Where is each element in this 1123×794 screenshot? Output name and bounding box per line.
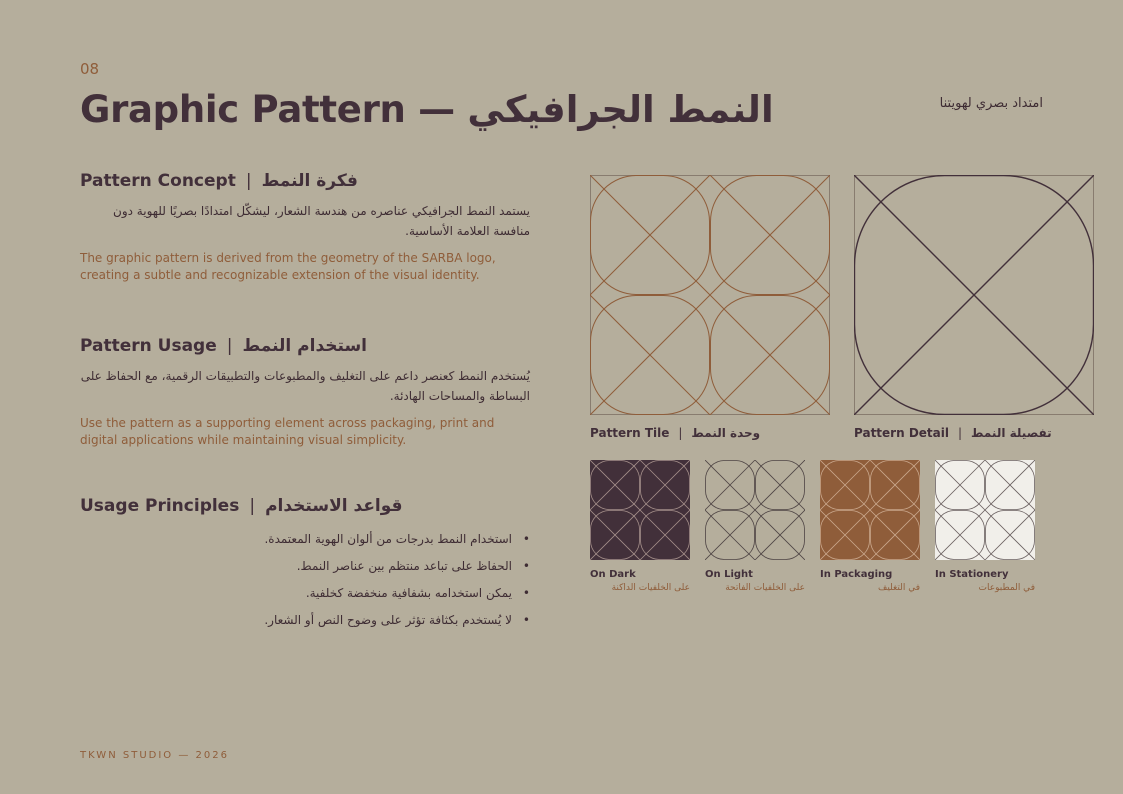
list-item: • لا يُستخدم بكثافة تؤثر على وضوح النص أو الشعار. — [80, 607, 530, 634]
page-title: Graphic Pattern — النمط الجرافيكي — [80, 88, 774, 131]
pattern-tile-graphic — [590, 175, 830, 415]
list-item: • استخدام النمط بدرجات من ألوان الهوية المعتمدة. — [80, 526, 530, 553]
tile-caption-en: Pattern Tile — [590, 426, 670, 440]
usage-title-ar: استخدام النمط — [242, 336, 368, 356]
swatch-in-stationery — [935, 460, 1035, 560]
tile-caption — [590, 426, 760, 440]
concept-heading — [80, 171, 540, 191]
detail-caption-ar: تفصيلة النمط — [971, 426, 1052, 440]
page-number: 08 — [80, 60, 100, 78]
tile-caption-ar: وحدة النمط — [691, 426, 761, 440]
tagline: امتداد بصري لهويتنا — [939, 96, 1043, 111]
pattern-detail-graphic — [854, 175, 1094, 415]
swatch-label-ar: في المطبوعات — [978, 583, 1035, 593]
swatch-label-en: On Dark — [590, 569, 636, 580]
usage-body-en: Use the pattern as a supporting element across packaging, print and digital applications while maintaining visual simplicity. — [80, 416, 495, 447]
list-item: • يمكن استخدامه بشفافية منخفضة كخلفية. — [80, 580, 530, 607]
swatch-label-ar: على الخلفيات الفاتحة — [725, 583, 805, 593]
detail-caption-en: Pattern Detail — [854, 426, 949, 440]
heading-divider: | — [245, 171, 252, 191]
usage-title-en: Pattern Usage — [80, 336, 217, 356]
concept-body-ar: يستمد النمط الجرافيكي عناصره من هندسة الشعار، ليشكّل امتدادًا بصريًا للهوية دون منافسة العلامة الأساسية. — [113, 204, 530, 238]
swatch-label-en: In Packaging — [820, 569, 893, 580]
list-item: • الحفاظ على تباعد منتظم بين عناصر النمط. — [80, 553, 530, 580]
swatch-label-ar: في التغليف — [878, 583, 920, 593]
caption-divider: | — [957, 426, 963, 440]
footer-credit: TKWN STUDIO — 2026 — [80, 750, 229, 761]
caption-divider: | — [678, 426, 683, 440]
principles-heading — [80, 496, 540, 516]
heading-divider: | — [249, 496, 256, 516]
concept-title-ar: فكرة النمط — [261, 171, 358, 191]
usage-body-ar: يُستخدم النمط كعنصر داعم على التغليف والمطبوعات والتطبيقات الرقمية، مع الحفاظ على البساطة والمساحات الهادئة. — [80, 369, 530, 403]
concept-body-en: The graphic pattern is derived from the geometry of the SARBA logo, creating a subtle and recognizable extension of the visual identity. — [80, 251, 496, 282]
swatch-label-en: On Light — [705, 569, 753, 580]
heading-divider: | — [226, 336, 233, 356]
concept-title-en: Pattern Concept — [80, 171, 236, 191]
principles-list — [80, 526, 530, 634]
principles-title-ar: قواعد الاستخدام — [265, 496, 403, 516]
detail-caption — [854, 426, 1052, 440]
principles-title-en: Usage Principles — [80, 496, 240, 516]
swatch-in-packaging — [820, 460, 920, 560]
swatch-label-en: In Stationery — [935, 569, 1009, 580]
swatch-on-dark — [590, 460, 690, 560]
usage-heading — [80, 336, 540, 356]
swatch-label-ar: على الخلفيات الداكنة — [611, 583, 690, 593]
swatch-on-light — [705, 460, 805, 560]
